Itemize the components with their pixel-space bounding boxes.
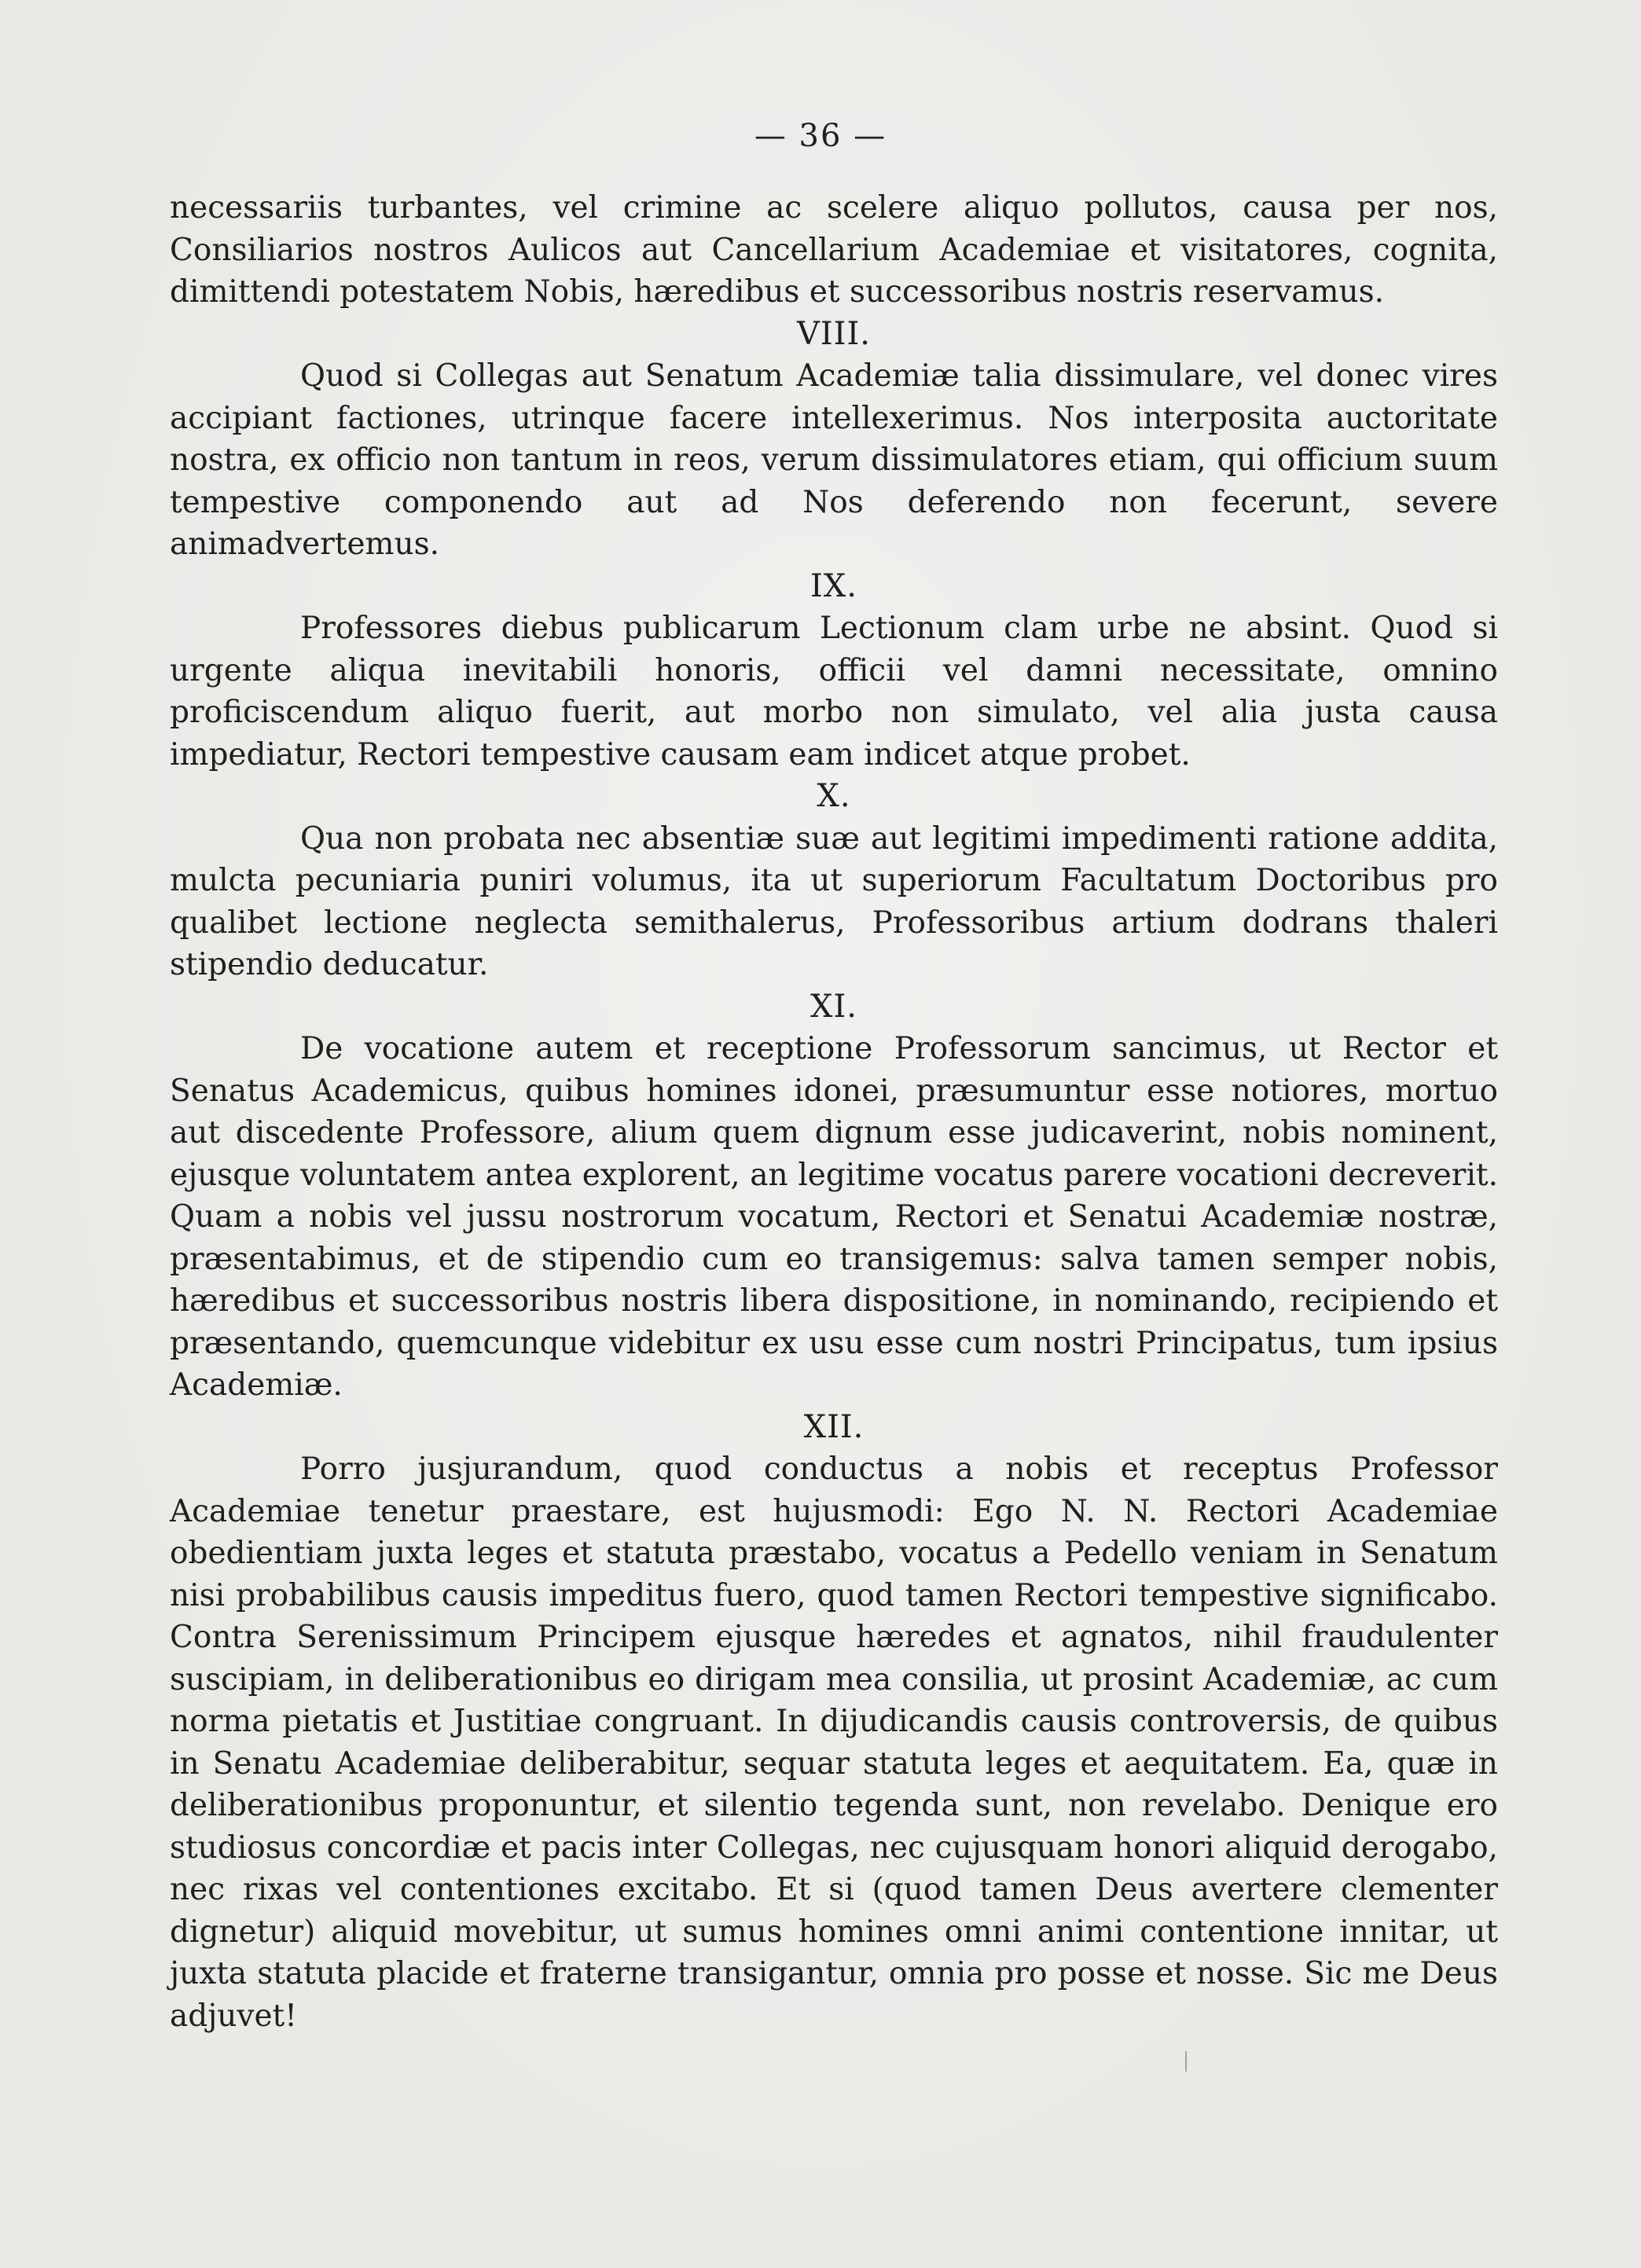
section-heading-xi: XI. xyxy=(810,988,857,1025)
section-heading-x: X. xyxy=(817,778,851,814)
section-heading-xii: XII. xyxy=(803,1408,865,1445)
section-heading-ix: IX. xyxy=(810,567,857,604)
scan-mark xyxy=(1185,2051,1187,2072)
section-heading-viii: VIII. xyxy=(796,315,871,352)
paragraph-xi: De vocatione autem et receptione Professorum sancimus, ut Rector et Senatus Academicus, quibus homines idonei, præsumuntur esse notiores, mortuo aut discedente Professore, alium quem dignum esse judicaverint, nobis nominent, ejusque voluntatem antea explorent, an legitime vocatus parere vocationi decreverit. Quam a nobis vel jussu nostrorum vocatum, Rectori et Senatui Academiæ nostræ, præsentabimus, et de stipendio cum eo transigemus: salva tamen semper nobis, hæredibus et successoribus nostris libera dispositione, in nominando, recipiendo et præsentando, quemcunque videbitur ex usu esse cum nostri Principatus, tum ipsius Academiæ. xyxy=(170,1031,1498,1403)
paragraph-continuation: necessariis turbantes, vel crimine ac scelere aliquo pollutos, causa per nos, Consiliarios nostros Aulicos aut Cancellarium Academiae et visitatores, cognita, dimittendi potestatem Nobis, hæredibus et successoribus nostris reservamus. xyxy=(170,190,1498,310)
paragraph-viii: Quod si Collegas aut Senatum Academiæ talia dissimulare, vel donec vires accipiant factiones, utrinque facere intellexerimus. Nos interposita auctoritate nostra, ex officio non tantum in reos, verum dissimulatores etiam, qui officium suum tempestive componendo aut ad Nos deferendo non fecerunt, severe animadvertemus. xyxy=(170,358,1498,562)
paragraph-x: Qua non probata nec absentiæ suæ aut legitimi impedimenti ratione addita, mulcta pecuniaria puniri volumus, ita ut superiorum Facultatum Doctoribus pro qualibet lectione neglecta semithalerus, Professoribus artium dodrans thaleri stipendio deducatur. xyxy=(170,820,1498,982)
body-text xyxy=(170,187,1498,2037)
paragraph-ix: Professores diebus publicarum Lectionum clam urbe ne absint. Quod si urgente aliqua inevitabili honoris, officii vel damni necessitate, omnino proficiscendum aliquo fuerit, aut morbo non simulato, vel alia justa causa impediatur, Rectori tempestive causam eam indicet atque probet. xyxy=(170,611,1498,773)
paragraph-xii: Porro jusjurandum, quod conductus a nobis et receptus Professor Academiae tenetur praestare, est hujusmodi: Ego N. N. Rectori Academiae obedientiam juxta leges et statuta præstabo, vocatus a Pedello veniam in Senatum nisi probabilibus causis impeditus fuero, quod tamen Rectori tempestive significabo. Contra Serenissimum Principem ejusque hæredes et agnatos, nihil fraudulenter suscipiam, in deliberationibus eo dirigam mea consilia, ut prosint Academiæ, ac cum norma pietatis et Justitiae congruant. In dijudicandis causis controversis, de quibus in Senatu Academiae deliberabitur, sequar statuta leges et aequitatem. Ea, quæ in deliberationibus proponuntur, et silentio tegenda sunt, non revelabo. Denique ero studiosus concordiæ et pacis inter Collegas, nec cujusquam honori aliquid derogabo, nec rixas vel contentiones excitabo. Et si (quod tamen Deus avertere clementer dignetur) aliquid movebitur, ut sumus homines omni animi contentione innitar, ut juxta statuta placide et fraterne transigantur, omnia pro posse et nosse. Sic me Deus adjuvet! xyxy=(170,1451,1498,2034)
page-number: — 36 — xyxy=(754,118,887,154)
